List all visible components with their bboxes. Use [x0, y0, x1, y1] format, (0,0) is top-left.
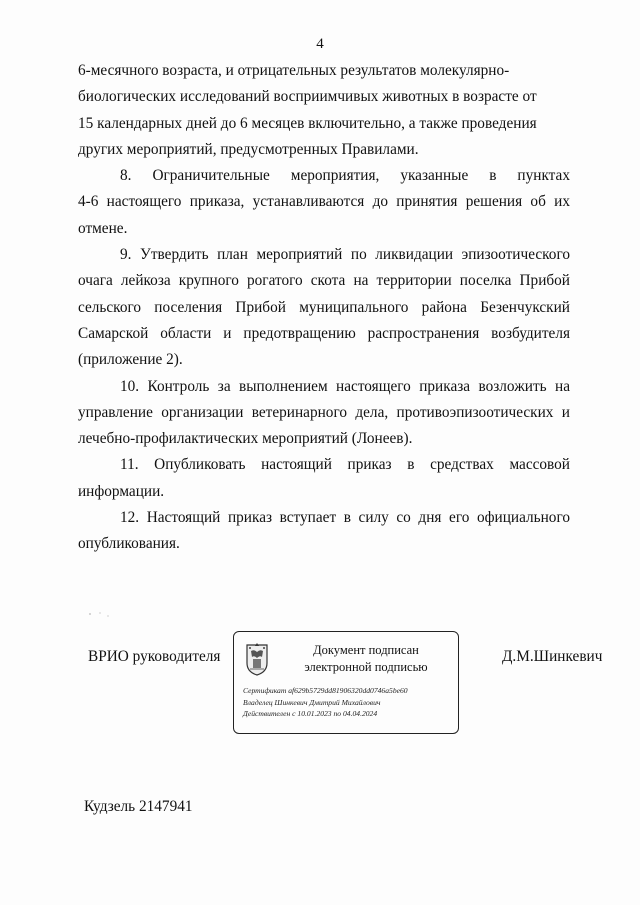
text-line: 4-6 настоящего приказа, устанавливаются до принятия решения об их — [78, 193, 570, 211]
text-line: других мероприятий, предусмотренных Правилами. — [78, 140, 419, 158]
paragraph-8 — [78, 163, 570, 242]
text-line: отмене. — [78, 219, 128, 237]
text-line: 9. Утвердить план мероприятий по ликвидации эпизоотического — [120, 246, 570, 264]
scan-specks — [88, 610, 118, 620]
text-line: 12. Настоящий приказ вступает в силу со дня его официального — [120, 509, 570, 527]
signatory-name: Д.М.Шинкевич — [502, 648, 603, 665]
document-body — [78, 58, 570, 558]
text-line: информации. — [78, 482, 165, 500]
stamp-title — [278, 642, 454, 676]
text-line: 10. Контроль за выполнением настоящего приказа возложить на — [120, 377, 570, 395]
paragraph-continuation — [78, 58, 570, 163]
paragraph-10 — [78, 374, 570, 453]
text-line: лечебно-профилактических мероприятий (Лонеев). — [78, 430, 413, 448]
text-line: биологических исследований восприимчивых животных в возрасте от — [78, 88, 537, 106]
page-number: 4 — [316, 36, 324, 52]
text-line: 11. Опубликовать настоящий приказ в средствах массовой — [120, 456, 570, 474]
paragraph-9 — [78, 242, 570, 373]
stamp-title-line: Документ подписан — [313, 643, 419, 657]
electronic-signature-stamp — [233, 631, 459, 734]
stamp-owner: Владелец Шинкевич Дмитрий Михайлович — [243, 697, 381, 707]
text-line: опубликования. — [78, 535, 180, 553]
stamp-validity: Действителен с 10.01.2023 по 04.04.2024 — [243, 709, 378, 718]
text-line: 8. Ограничительные мероприятия, указанные в пунктах — [120, 167, 570, 185]
stamp-title-line: электронной подписью — [304, 660, 428, 674]
text-line: (приложение 2). — [78, 351, 183, 369]
stamp-certificate: Сертификат af629b5729dd81906320dd0746a5be60 — [243, 686, 408, 695]
text-line: 15 календарных дней до 6 месяцев включительно, а также проведения — [78, 114, 537, 132]
coat-of-arms-icon — [244, 641, 270, 677]
text-line: сельского поселения Прибой муниципального района Безенчукский — [78, 298, 570, 316]
text-line: 6-месячного возраста, и отрицательных результатов молекулярно- — [78, 62, 510, 79]
executor-note: Кудзель 2147941 — [84, 798, 193, 815]
text-line: управление организации ветеринарного дела, противоэпизоотических и — [78, 403, 570, 421]
signatory-position: ВРИО руководителя — [88, 648, 221, 665]
paragraph-12 — [78, 505, 570, 558]
paragraph-11 — [78, 452, 570, 505]
text-line: Самарской области и предотвращению распространения возбудителя — [78, 324, 570, 342]
stamp-details — [243, 685, 455, 720]
text-line: очага лейкоза крупного рогатого скота на территории поселка Прибой — [78, 272, 570, 290]
